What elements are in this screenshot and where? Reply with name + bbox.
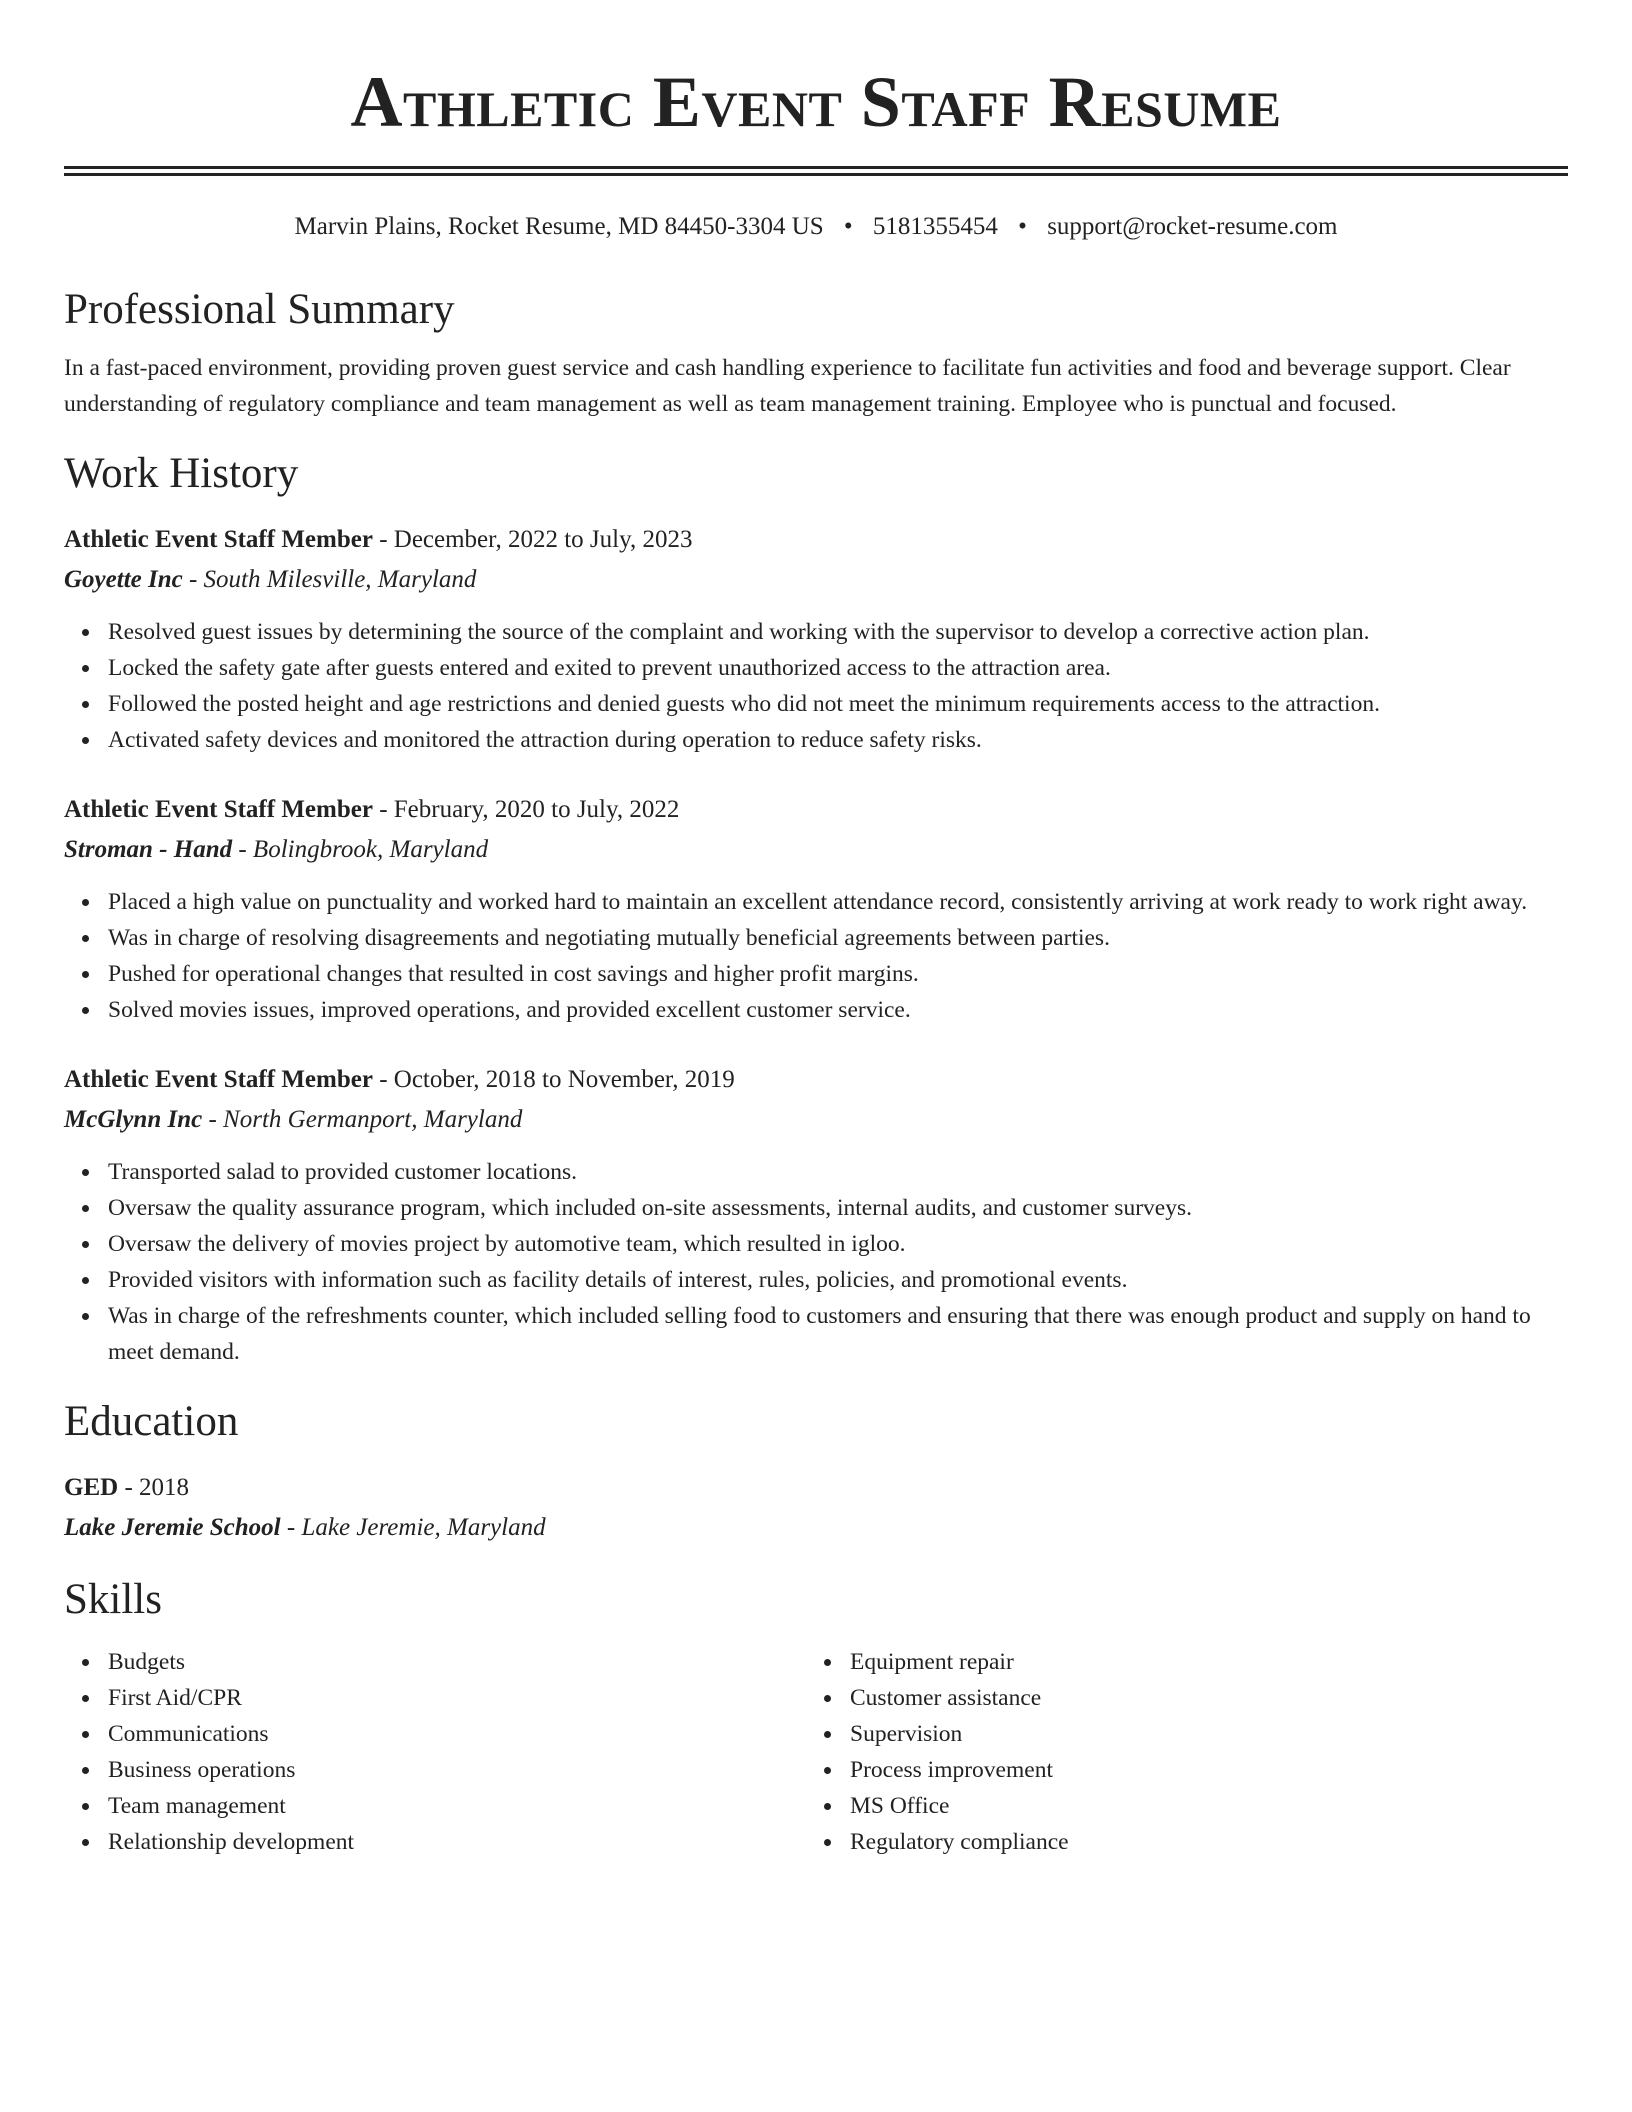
skill-item: Business operations bbox=[108, 1752, 806, 1788]
education-entry bbox=[64, 1468, 1568, 1548]
skill-item: Equipment repair bbox=[850, 1644, 1548, 1680]
company-name: Goyette Inc bbox=[64, 566, 183, 593]
job-bullets bbox=[64, 884, 1568, 1028]
company-name: Stroman - Hand bbox=[64, 836, 233, 863]
contact-email: support@rocket-resume.com bbox=[1047, 213, 1338, 240]
job-entry bbox=[64, 790, 1568, 1028]
job-entry bbox=[64, 520, 1568, 758]
list-item: Oversaw the delivery of movies project by automotive team, which resulted in igloo. bbox=[108, 1226, 1568, 1262]
job-title: Athletic Event Staff Member bbox=[64, 796, 373, 823]
school-name: Lake Jeremie School bbox=[64, 1514, 281, 1541]
skill-item: Budgets bbox=[108, 1644, 806, 1680]
company-name: McGlynn Inc bbox=[64, 1106, 203, 1133]
contact-phone: 5181355454 bbox=[872, 213, 998, 240]
job-title-line bbox=[64, 1060, 1568, 1100]
company-line bbox=[64, 830, 1568, 870]
skill-item: Process improvement bbox=[850, 1752, 1548, 1788]
job-dates: - October, 2018 to November, 2019 bbox=[372, 1066, 735, 1093]
job-entry bbox=[64, 1060, 1568, 1370]
degree-line bbox=[64, 1468, 1568, 1508]
list-item: Provided visitors with information such as facility details of interest, rules, policies, and promotional events. bbox=[108, 1262, 1568, 1298]
list-item: Was in charge of the refreshments counter, which included selling food to customers and ensuring that there was enough product and supply on hand to meet demand. bbox=[108, 1298, 1568, 1370]
skills-grid bbox=[64, 1644, 1568, 1860]
work-history-heading: Work History bbox=[64, 450, 299, 497]
skills-heading: Skills bbox=[64, 1576, 162, 1623]
list-item: Resolved guest issues by determining the source of the complaint and working with the supervisor to develop a corrective action plan. bbox=[108, 614, 1568, 650]
company-line bbox=[64, 1100, 1568, 1140]
job-bullets bbox=[64, 1154, 1568, 1370]
company-location: - Bolingbrook, Maryland bbox=[232, 836, 489, 863]
contact-address: Marvin Plains, Rocket Resume, MD 84450-3304 US bbox=[294, 213, 824, 240]
contact-line bbox=[64, 210, 1568, 244]
school-location: - Lake Jeremie, Maryland bbox=[280, 1514, 546, 1541]
job-dates: - February, 2020 to July, 2022 bbox=[372, 796, 680, 823]
job-title: Athletic Event Staff Member bbox=[64, 526, 373, 553]
skill-item: Regulatory compliance bbox=[850, 1824, 1548, 1860]
company-location: - North Germanport, Maryland bbox=[202, 1106, 523, 1133]
company-line bbox=[64, 560, 1568, 600]
resume-title: Athletic Event Staff Resume bbox=[350, 62, 1282, 142]
title-divider bbox=[64, 166, 1568, 176]
skill-item: Communications bbox=[108, 1716, 806, 1752]
list-item: Oversaw the quality assurance program, which included on-site assessments, internal audits, and customer surveys. bbox=[108, 1190, 1568, 1226]
job-dates: - December, 2022 to July, 2023 bbox=[372, 526, 693, 553]
job-bullets bbox=[64, 614, 1568, 758]
skill-item: MS Office bbox=[850, 1788, 1548, 1824]
list-item: Transported salad to provided customer locations. bbox=[108, 1154, 1568, 1190]
job-title: Athletic Event Staff Member bbox=[64, 1066, 373, 1093]
company-location: - South Milesville, Maryland bbox=[182, 566, 477, 593]
degree: GED bbox=[64, 1474, 119, 1501]
skill-item: First Aid/CPR bbox=[108, 1680, 806, 1716]
education-heading: Education bbox=[64, 1398, 239, 1445]
skill-item: Supervision bbox=[850, 1716, 1548, 1752]
skills-column-right bbox=[806, 1644, 1548, 1860]
list-item: Pushed for operational changes that resulted in cost savings and higher profit margins. bbox=[108, 956, 1568, 992]
list-item: Was in charge of resolving disagreements and negotiating mutually beneficial agreements between parties. bbox=[108, 920, 1568, 956]
job-title-line bbox=[64, 520, 1568, 560]
degree-year: - 2018 bbox=[118, 1474, 190, 1501]
summary-heading: Professional Summary bbox=[64, 286, 455, 333]
summary-text: In a fast-paced environment, providing proven guest service and cash handling experience to facilitate fun activities and food and beverage support. Clear understanding of regulatory compliance and team management as well as team management training. Employee who is punctual and focused. bbox=[64, 355, 1511, 417]
contact-separator: • bbox=[1018, 213, 1027, 240]
skill-item: Relationship development bbox=[108, 1824, 806, 1860]
list-item: Placed a high value on punctuality and worked hard to maintain an excellent attendance record, consistently arriving at work ready to work right away. bbox=[108, 884, 1568, 920]
skill-item: Team management bbox=[108, 1788, 806, 1824]
skill-item: Customer assistance bbox=[850, 1680, 1548, 1716]
contact-separator: • bbox=[843, 213, 853, 240]
job-title-line bbox=[64, 790, 1568, 830]
list-item: Activated safety devices and monitored the attraction during operation to reduce safety risks. bbox=[108, 722, 1568, 758]
list-item: Followed the posted height and age restrictions and denied guests who did not meet the minimum requirements access to the attraction. bbox=[108, 686, 1568, 722]
list-item: Solved movies issues, improved operations, and provided excellent customer service. bbox=[108, 992, 1568, 1028]
skills-column-left bbox=[64, 1644, 806, 1860]
list-item: Locked the safety gate after guests entered and exited to prevent unauthorized access to the attraction area. bbox=[108, 650, 1568, 686]
school-line bbox=[64, 1508, 1568, 1548]
